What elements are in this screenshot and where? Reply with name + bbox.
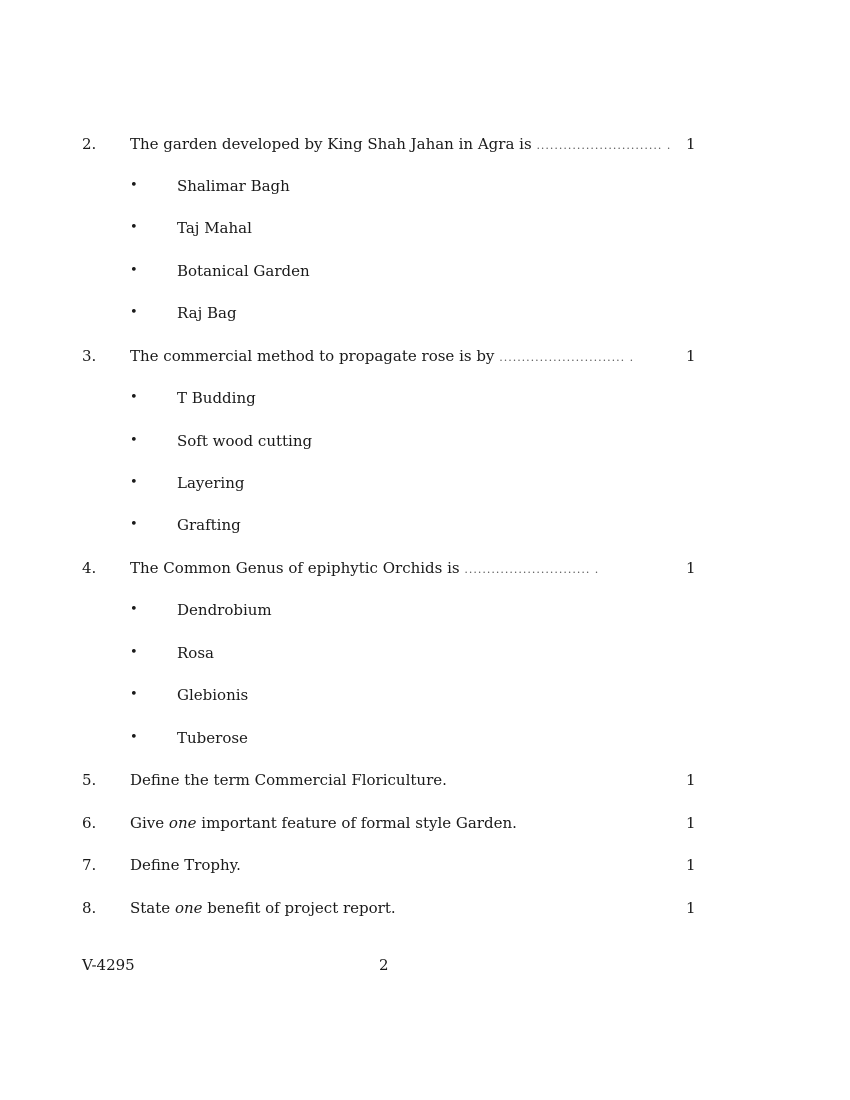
option-item (0, 174, 850, 198)
option-text: Rosa (177, 644, 214, 662)
answer-blank: ............................ . (464, 563, 600, 576)
bullet-icon: • (130, 178, 138, 193)
option-text: Soft wood cutting (177, 432, 313, 450)
question-2 (0, 132, 850, 156)
option-text: Taj Mahal (177, 219, 252, 237)
answer-blank: ............................ . (536, 139, 672, 152)
option-item (0, 683, 850, 707)
question-stem: The Common Genus of epiphytic Orchids is (130, 559, 460, 577)
question-text (130, 344, 634, 370)
question-number: 6. (82, 814, 97, 832)
question-text (130, 556, 599, 582)
question-6 (0, 811, 850, 835)
question-text-after: benefit of project report. (207, 899, 396, 917)
option-text: Tuberose (177, 729, 248, 747)
option-item (0, 598, 850, 622)
bullet-icon: • (130, 602, 138, 617)
option-text: Dendrobium (177, 601, 272, 619)
page-number: 2 (379, 956, 389, 974)
question-marks: 1 (686, 559, 696, 577)
question-7 (0, 853, 850, 877)
question-number: 2. (82, 135, 97, 153)
question-text-after: important feature of formal style Garden. (201, 814, 517, 832)
bullet-icon: • (130, 390, 138, 405)
bullet-icon: • (130, 220, 138, 235)
bullet-icon: • (130, 475, 138, 490)
question-3 (0, 344, 850, 368)
question-marks: 1 (686, 771, 696, 789)
option-item (0, 386, 850, 410)
option-text: T Budding (177, 389, 256, 407)
option-text: Shalimar Bagh (177, 177, 290, 195)
question-text-before: Give (130, 814, 165, 832)
question-text: Define the term Commercial Floriculture. (130, 771, 447, 789)
option-item (0, 471, 850, 495)
question-number: 7. (82, 856, 97, 874)
question-text (130, 896, 396, 920)
question-emphasis: one (174, 899, 203, 917)
question-marks: 1 (686, 135, 696, 153)
option-text: Grafting (177, 516, 241, 534)
option-item (0, 259, 850, 283)
question-text: Define Trophy. (130, 856, 241, 874)
question-emphasis: one (168, 814, 197, 832)
question-number: 8. (82, 899, 97, 917)
bullet-icon: • (130, 645, 138, 660)
bullet-icon: • (130, 305, 138, 320)
bullet-icon: • (130, 730, 138, 745)
question-number: 3. (82, 347, 97, 365)
question-stem: The commercial method to propagate rose is by (130, 347, 495, 365)
question-text-before: State (130, 899, 171, 917)
question-marks: 1 (686, 347, 696, 365)
paper-code: V-4295 (82, 956, 135, 974)
question-5 (0, 768, 850, 792)
question-text (130, 811, 517, 835)
bullet-icon: • (130, 687, 138, 702)
question-8 (0, 896, 850, 920)
answer-blank: ............................ . (499, 351, 635, 364)
bullet-icon: • (130, 263, 138, 278)
option-item (0, 726, 850, 750)
option-item (0, 216, 850, 240)
question-marks: 1 (686, 814, 696, 832)
question-number: 4. (82, 559, 97, 577)
option-text: Layering (177, 474, 245, 492)
option-text: Botanical Garden (177, 262, 310, 280)
option-item (0, 429, 850, 453)
option-text: Raj Bag (177, 304, 237, 322)
question-marks: 1 (686, 856, 696, 874)
option-item (0, 641, 850, 665)
option-item (0, 301, 850, 325)
bullet-icon: • (130, 433, 138, 448)
option-text: Glebionis (177, 686, 249, 704)
question-4 (0, 556, 850, 580)
question-stem: The garden developed by King Shah Jahan in Agra is (130, 135, 532, 153)
question-number: 5. (82, 771, 97, 789)
question-marks: 1 (686, 899, 696, 917)
bullet-icon: • (130, 517, 138, 532)
option-item (0, 513, 850, 537)
question-text (130, 132, 671, 158)
